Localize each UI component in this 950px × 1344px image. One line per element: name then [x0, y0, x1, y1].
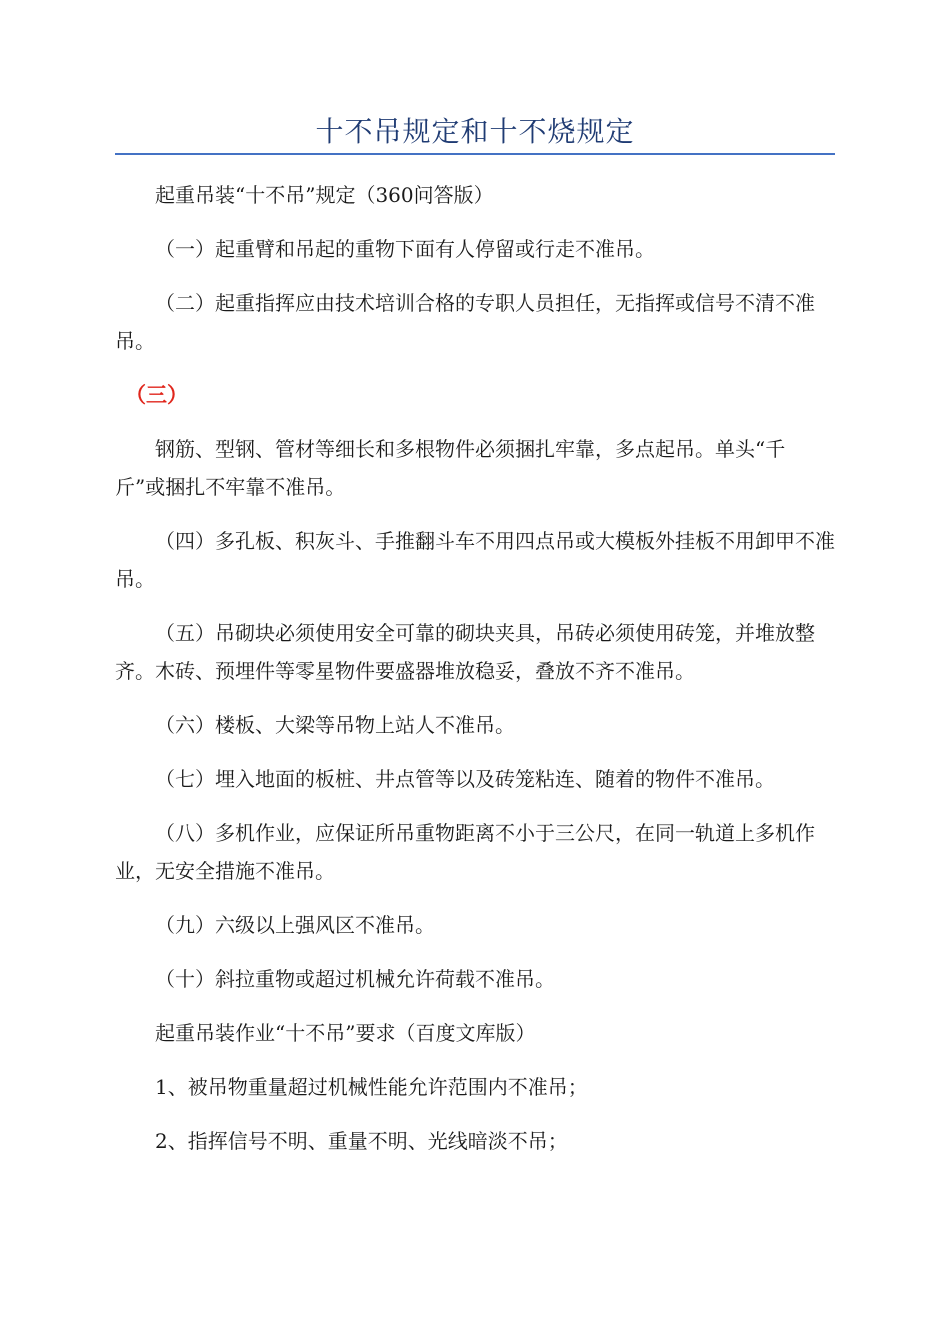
requirement-item-1: 1、被吊物重量超过机械性能允许范围内不准吊； [155, 1075, 588, 1099]
section-heading-baidu: 起重吊装作业“十不吊”要求（百度文库版） [155, 1021, 536, 1045]
document-body [115, 176, 835, 1176]
rule-item-2: （二）起重指挥应由技术培训合格的专职人员担任，无指挥或信号不清不准吊。 [115, 291, 815, 353]
rule-item-8: （八）多机作业，应保证所吊重物距离不小于三公尺，在同一轨道上多机作业，无安全措施不准吊。 [115, 821, 815, 883]
rule-item-1: （一）起重臂和吊起的重物下面有人停留或行走不准吊。 [155, 237, 655, 261]
rule-item-3: 钢筋、型钢、管材等细长和多根物件必须捆扎牢靠，多点起吊。单头“千斤”或捆扎不牢靠不准吊。 [115, 437, 786, 499]
rule-item-5: （五）吊砌块必须使用安全可靠的砌块夹具，吊砖必须使用砖笼，并堆放整齐。木砖、预埋件等零星物件要盛器堆放稳妥，叠放不齐不准吊。 [115, 621, 815, 683]
rule-item-4: （四）多孔板、积灰斗、手推翻斗车不用四点吊或大模板外挂板不用卸甲不准吊。 [115, 529, 835, 591]
rule-item-10: （十）斜拉重物或超过机械允许荷载不准吊。 [155, 967, 555, 991]
section-heading-360: 起重吊装“十不吊”规定（360问答版） [155, 183, 494, 207]
rule-item-9: （九）六级以上强风区不准吊。 [155, 913, 435, 937]
requirement-item-2: 2、指挥信号不明、重量不明、光线暗淡不吊； [155, 1129, 568, 1153]
rule-item-7: （七）埋入地面的板桩、井点管等以及砖笼粘连、随着的物件不准吊。 [155, 767, 775, 791]
rule-item-3-heading: （三） [125, 383, 188, 407]
rule-item-6: （六）楼板、大梁等吊物上站人不准吊。 [155, 713, 515, 737]
page-title: 十不吊规定和十不烧规定 [315, 115, 635, 148]
title-underline [115, 153, 835, 155]
